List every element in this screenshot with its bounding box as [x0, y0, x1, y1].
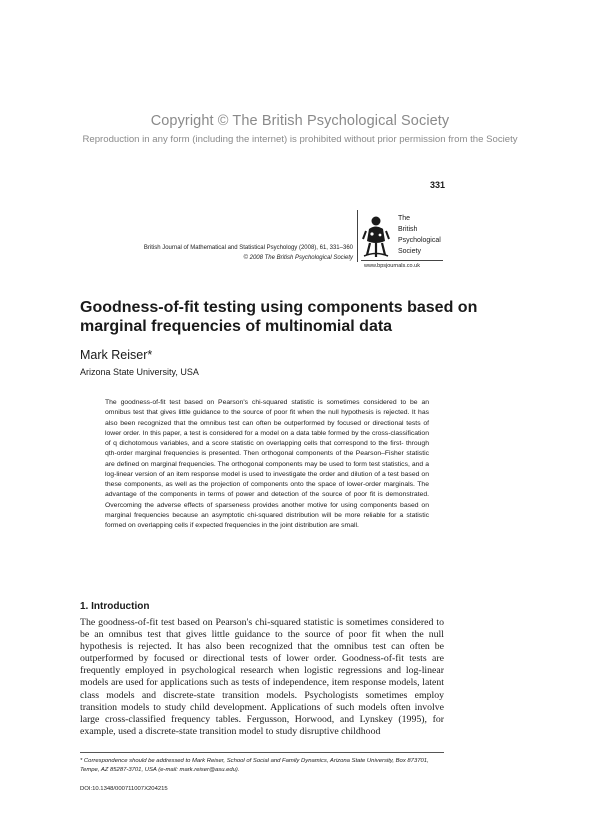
society-name-line: The — [398, 215, 411, 222]
article-title: Goodness-of-fit testing using components based on marginal frequencies of multinomial data — [80, 299, 478, 335]
journal-website: www.bpsjournals.co.uk — [364, 263, 420, 269]
section-heading: 1. Introduction — [80, 601, 150, 612]
reproduction-notice: Reproduction in any form (including the internet) is prohibited without prior permission from the Society — [82, 134, 518, 145]
society-name-line: Psychological — [398, 237, 441, 244]
society-name-line: Society — [398, 248, 421, 255]
footnote-rule — [80, 752, 444, 753]
journal-line: British Journal of Mathematical and Statistical Psychology (2008), 61, 331–360 — [143, 245, 353, 251]
copyright-watermark: Copyright © The British Psychological Society — [150, 113, 450, 129]
society-name-line: British — [398, 226, 418, 233]
abstract: The goodness-of-fit test based on Pearson's chi-squared statistic is sometimes considered to be an omnibus test that gives little guidance to the source of poor fit when the null hypothesis is rejected. It has also been recognized that the omnibus test can often be outperformed by focused or directional tests of lower order. In this paper, a test is considered for a model on a data table formed by the cross-classification of q dichotomous variables, and a score statistic on overlapping cells that correspond to the first- through qth-order marginal frequencies is presented. Then orthogonal components of the Pearson–Fisher statistic are defined on marginal frequencies. The orthogonal components may be used to form test statistics, and a log-linear version of an item response model is used to investigate the order and dilution of a test based on these components, as well as the projection of components onto the space of lower-order marginals. The advantage of the components in terms of power and detection of the source of poor fit is demonstrated. Overcoming the adverse effects of sparseness provides another motive for using components based on marginal frequencies because an asymptotic chi-squared distribution will be more reliable for a statistic formed on overlapping cells if expected frequencies in the joint distribution are small. — [105, 399, 429, 529]
journal-copyright-line: © 2008 The British Psychological Society — [243, 255, 353, 261]
author-name: Mark Reiser* — [80, 348, 153, 362]
doi: DOI:10.1348/000711007X204215 — [80, 786, 168, 792]
correspondence-footnote: * Correspondence should be addressed to Mark Reiser, School of Social and Family Dynamics, Arizona State University, Box 873701, Tempe, AZ 85287-3701, USA (e-mail: mark.reiser@asu.edu). — [80, 758, 429, 773]
society-name — [398, 213, 441, 257]
page-number: 331 — [429, 180, 445, 190]
author-affiliation: Arizona State University, USA — [80, 367, 199, 377]
header-rule — [361, 260, 443, 261]
header-divider — [357, 210, 358, 262]
society-logo-icon — [361, 213, 391, 259]
introduction-text: The goodness-of-fit test based on Pearson's chi-squared statistic is sometimes considered to be an omnibus test that gives little guidance to the source of poor fit when the null hypothesis is rejected. It has also been recognized that the omnibus test can often be outperformed by focused or directional tests of lower order. Goodness-of-fit tests are frequently employed in psychological research when logistic regressions and log-linear models are used for applications such as tests of independence, item response models, latent class models and discrete-state transition models. Psychologists sometimes employ transition models to study child development. Applications of such models often involve large cross-classified frequency tables. Fergusson, Horwood, and Lynskey (1995), for example, used a discrete-state transition model to study disruptive childhood — [80, 617, 444, 737]
journal-citation — [144, 243, 353, 263]
